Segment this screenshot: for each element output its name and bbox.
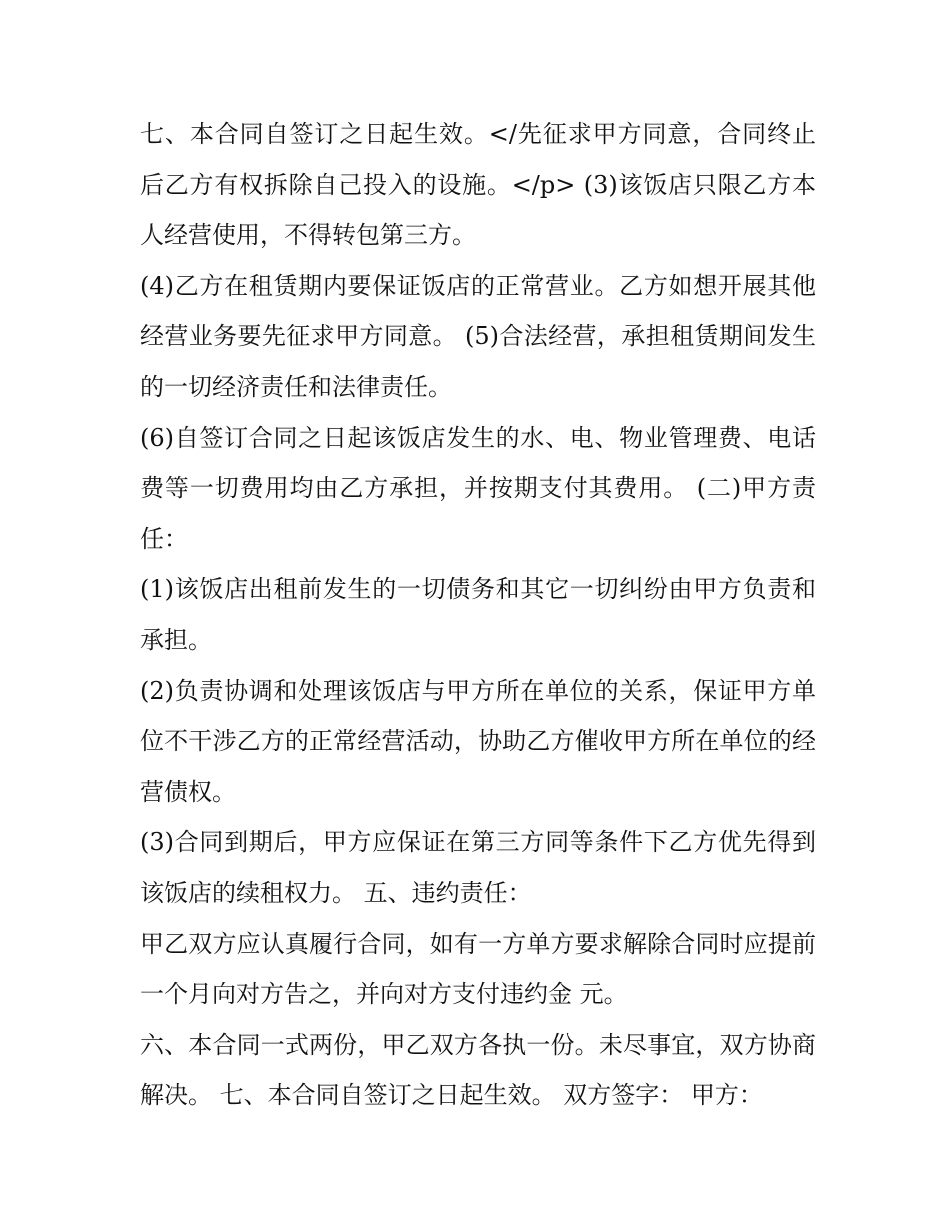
paragraph-party-a-debts: (1)该饭店出租前发生的一切债务和其它一切纠纷由甲方负责和承担。 xyxy=(140,575,816,654)
paragraph-breach: 甲乙双方应认真履行合同，如有一方单方要求解除合同时应提前一个月向对方告之，并向对方支付违约金 元。 xyxy=(140,929,816,1009)
paragraph-expenses: (6)自签订合同之日起该饭店发生的水、电、物业管理费、电话费等一切费用均由乙方承担，并按期支付其费用。 (二)甲方责任： xyxy=(140,423,816,553)
paragraph-copies-signature: 六、本合同一式两份，甲乙双方各执一份。未尽事宜，双方协商解决。 七、本合同自签订之日起生效。 双方签字： 甲方： xyxy=(140,1030,816,1110)
contract-body xyxy=(140,109,816,1121)
paragraph-effective-date: 七、本合同自签订之日起生效。</先征求甲方同意，合同终止后乙方有权拆除自己投入的设施。</p> (3)该饭店只限乙方本人经营使用，不得转包第三方。 xyxy=(140,120,816,250)
paragraph-normal-operation: (4)乙方在租赁期内要保证饭店的正常营业。乙方如想开展其他经营业务要先征求甲方同意。 (5)合法经营，承担租赁期间发生的一切经济责任和法律责任。 xyxy=(140,271,816,401)
paragraph-party-a-coordination: (2)负责协调和处理该饭店与甲方所在单位的关系，保证甲方单位不干涉乙方的正常经营活动，协助乙方催收甲方所在单位的经营债权。 xyxy=(140,676,816,806)
paragraph-renewal-right: (3)合同到期后，甲方应保证在第三方同等条件下乙方优先得到该饭店的续租权力。 五、违约责任： xyxy=(140,828,816,907)
